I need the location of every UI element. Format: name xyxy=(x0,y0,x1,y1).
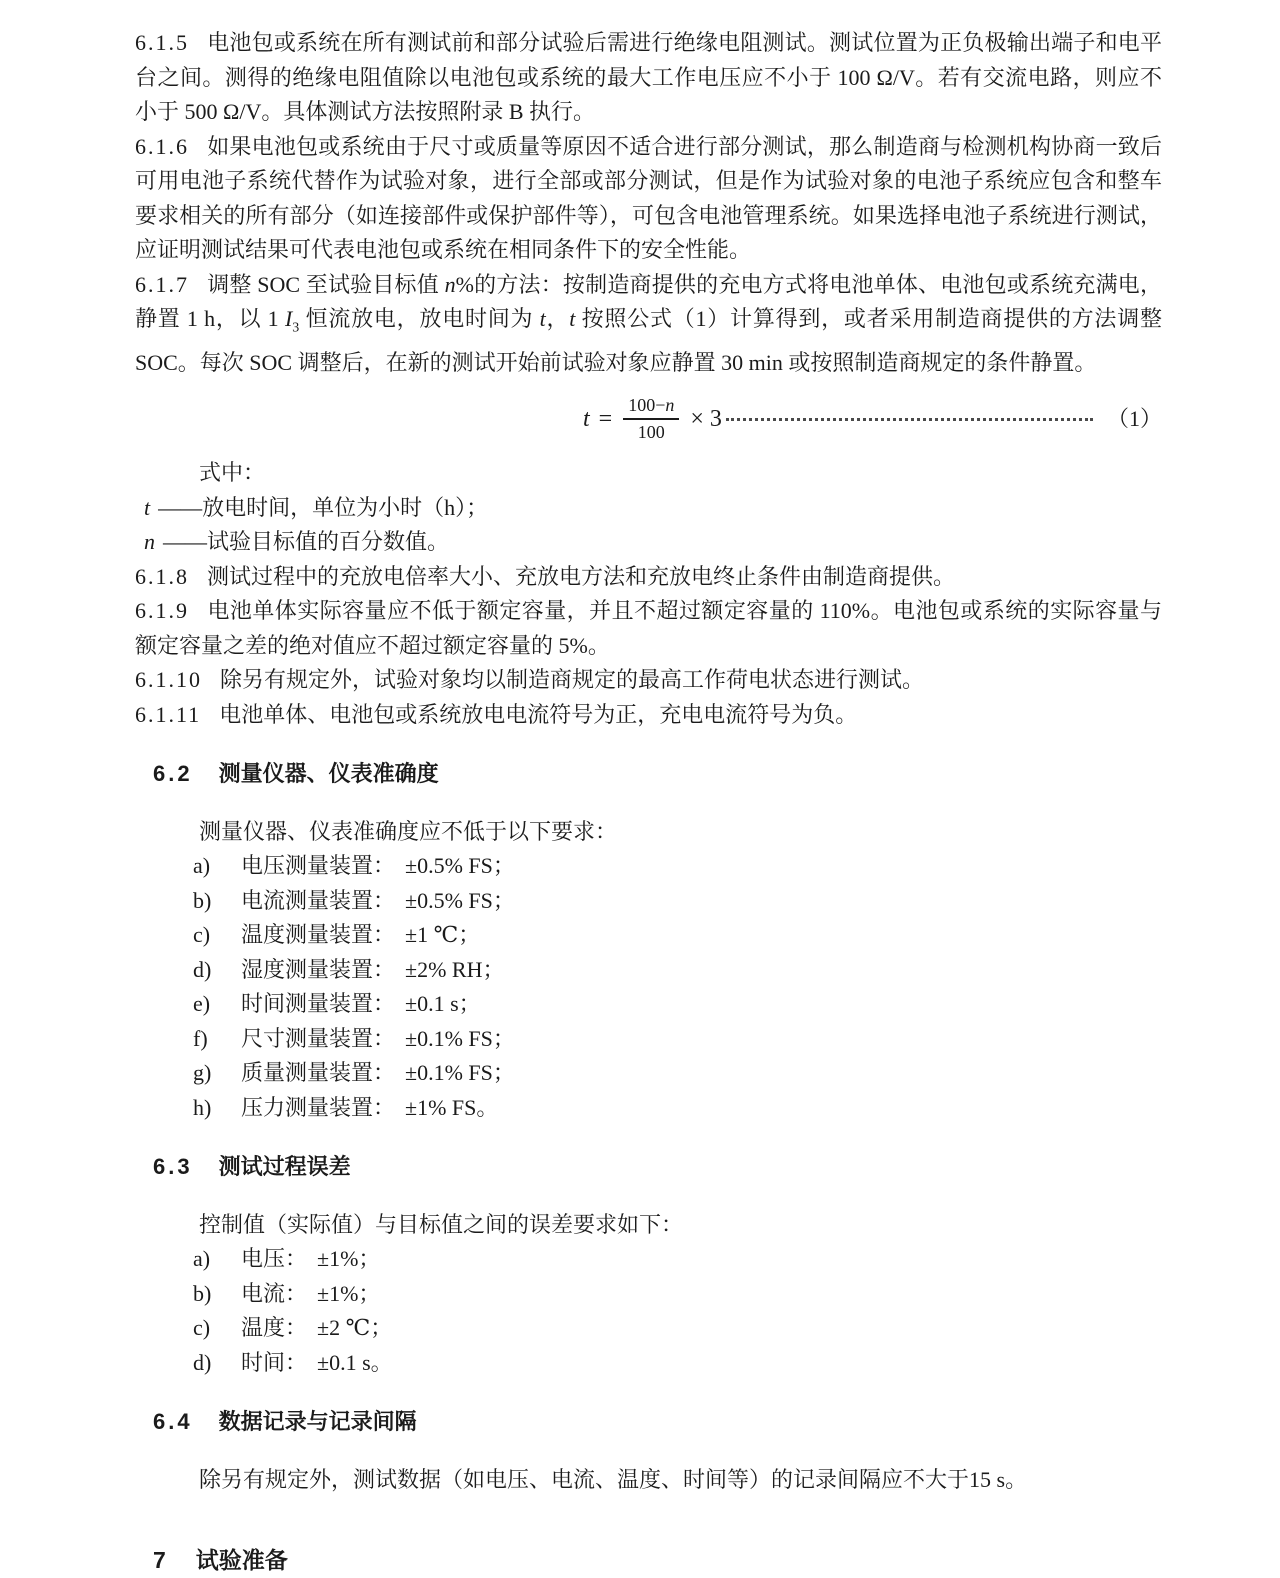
list-item-c xyxy=(193,918,1162,953)
fraction-numerator xyxy=(623,395,679,420)
item-marker: c) xyxy=(193,1315,211,1341)
item-label: 电压： xyxy=(241,1246,308,1272)
item-marker: a) xyxy=(193,1246,211,1272)
item-marker: d) xyxy=(193,956,212,982)
definition-n xyxy=(144,525,1162,560)
item-marker: c) xyxy=(193,922,211,948)
variable-t: t xyxy=(144,494,151,520)
variable-t: t xyxy=(539,306,546,331)
heading-title: 测试过程误差 xyxy=(218,1154,351,1180)
definition-text: 试验目标值的百分数值。 xyxy=(207,529,450,555)
definition-t xyxy=(144,491,1162,526)
clause-text: 调整 SOC 至试验目标值 xyxy=(207,271,445,297)
item-label: 压力测量装置： xyxy=(241,1094,396,1120)
clause-number: 6.1.7 xyxy=(135,271,189,297)
clause-6-1-7 xyxy=(135,268,1162,381)
equation-equals: = xyxy=(598,406,613,433)
item-label: 质量测量装置： xyxy=(241,1060,396,1086)
section-6-2-intro: 测量仪器、仪表准确度应不低于以下要求： xyxy=(199,818,618,844)
list-item-h xyxy=(193,1091,1162,1126)
heading-title: 数据记录与记录间隔 xyxy=(218,1409,417,1435)
clause-6-1-10 xyxy=(135,663,1162,698)
item-marker: e) xyxy=(193,991,211,1017)
item-marker: b) xyxy=(193,887,212,913)
equation-fraction xyxy=(623,395,679,443)
heading-number: 6.2 xyxy=(153,761,193,787)
clause-6-1-9 xyxy=(135,594,1162,663)
equation-lhs: t xyxy=(583,406,590,433)
list-item-d xyxy=(193,1346,1162,1381)
item-value: ±2% RH； xyxy=(405,956,505,982)
definition-dash: —— xyxy=(158,494,203,520)
variable-n: n xyxy=(665,395,675,416)
clause-text: 电池包或系统在所有测试前和部分试验后需进行绝缘电阻测试。测试位置为正负极输出端子和电平台之间。测得的绝缘电阻值除以电池包或系统的最大工作电压应不小于 100 Ω/V。若有交流电路，则应不小于 500 Ω/V。具体测试方法按照附录 B 执行。 xyxy=(135,30,1162,124)
item-value: ±1%； xyxy=(317,1280,381,1306)
definition-dash: —— xyxy=(163,529,207,555)
where-label: 式中： xyxy=(199,460,266,486)
list-item-a xyxy=(193,1242,1162,1277)
clause-6-1-5 xyxy=(135,26,1162,130)
fraction-denominator: 100 xyxy=(637,422,665,443)
section-6-3-intro: 控制值（实际值）与目标值之间的误差要求如下： xyxy=(199,1211,684,1237)
clause-text: 恒流放电，放电时间为 xyxy=(299,306,540,331)
item-label: 湿度测量装置： xyxy=(241,956,396,982)
item-label: 电流： xyxy=(241,1280,308,1306)
variable-I: I xyxy=(284,306,293,331)
heading-6-2 xyxy=(135,757,1162,792)
clause-text: 按照公式（1）计算得到，或者采用制造商提供的方法调整 SOC。每次 SOC 调整后，在新的测试开始前试验对象应静置 30 min 或按照制造商规定的条件静置。 xyxy=(135,306,1162,375)
item-marker: h) xyxy=(193,1094,212,1120)
item-marker: b) xyxy=(193,1280,212,1306)
heading-6-3 xyxy=(135,1150,1162,1185)
heading-number: 6.3 xyxy=(153,1154,193,1180)
item-label: 时间测量装置： xyxy=(241,991,396,1017)
item-value: ±0.5% FS； xyxy=(405,887,515,913)
variable-n: n xyxy=(444,271,456,297)
clause-text: ， xyxy=(545,306,570,331)
clause-text: 除另有规定外，试验对象均以制造商规定的最高工作荷电状态进行测试。 xyxy=(220,667,925,693)
heading-title: 试验准备 xyxy=(195,1547,288,1574)
item-value: ±1% FS。 xyxy=(405,1094,499,1120)
clause-number: 6.1.6 xyxy=(135,133,189,159)
clause-6-1-6 xyxy=(135,130,1162,268)
item-marker: a) xyxy=(193,853,211,879)
list-item-d xyxy=(193,953,1162,988)
item-value: ±0.5% FS； xyxy=(405,853,515,879)
clause-text: 测试过程中的充放电倍率大小、充放电方法和充放电终止条件由制造商提供。 xyxy=(207,563,956,589)
clause-text: 电池单体实际容量应不低于额定容量，并且不超过额定容量的 110%。电池包或系统的实际容量与额定容量之差的绝对值应不超过额定容量的 5%。 xyxy=(135,598,1162,658)
item-marker: g) xyxy=(193,1060,212,1086)
heading-number: 6.4 xyxy=(153,1409,193,1435)
equation-times-3: × 3 xyxy=(690,406,722,433)
equation-1 xyxy=(135,393,1162,445)
item-value: ±0.1% FS； xyxy=(405,1060,515,1086)
section-6-4-body: 除另有规定外，测试数据（如电压、电流、温度、时间等）的记录间隔应不大于15 s。 xyxy=(199,1466,1028,1492)
clause-number: 6.1.9 xyxy=(135,598,189,624)
dotted-leader xyxy=(726,418,1093,421)
clause-text: 如果电池包或系统由于尺寸或质量等原因不适合进行部分测试，那么制造商与检测机构协商一致后可用电池子系统代替作为试验对象，进行全部或部分测试，但是作为试验对象的电池子系统应包含和整车要求相关的所有部分（如连接部件或保护部件等），可包含电池管理系统。如果选择电池子系统进行测试，应证明测试结果可代表电池包或系统在相同条件下的安全性能。 xyxy=(135,133,1162,262)
item-label: 时间： xyxy=(241,1349,308,1375)
item-label: 电压测量装置： xyxy=(241,853,396,879)
variable-n: n xyxy=(144,529,155,555)
item-label: 电流测量装置： xyxy=(241,887,396,913)
item-label: 温度测量装置： xyxy=(241,922,396,948)
clause-6-1-11 xyxy=(135,698,1162,733)
heading-6-4 xyxy=(135,1405,1162,1440)
clause-number: 6.1.10 xyxy=(135,667,202,693)
item-value: ±1%； xyxy=(317,1246,381,1272)
heading-number: 7 xyxy=(153,1547,166,1574)
list-item-g xyxy=(193,1056,1162,1091)
list-item-e xyxy=(193,987,1162,1022)
list-item-b xyxy=(193,884,1162,919)
list-item-b xyxy=(193,1277,1162,1312)
list-item-a xyxy=(193,849,1162,884)
item-label: 尺寸测量装置： xyxy=(241,1025,396,1051)
item-value: ±0.1 s； xyxy=(405,991,481,1017)
clause-text: 电池单体、电池包或系统放电电流符号为正，充电电流符号为负。 xyxy=(219,701,858,727)
definition-text: 放电时间，单位为小时（h）； xyxy=(202,494,489,520)
item-value: ±2 ℃； xyxy=(317,1315,393,1341)
variable-t: t xyxy=(569,306,576,331)
clause-6-1-8 xyxy=(135,560,1162,595)
item-label: 温度： xyxy=(241,1315,308,1341)
item-value: ±0.1 s。 xyxy=(317,1349,393,1375)
list-item-f xyxy=(193,1022,1162,1057)
heading-title: 测量仪器、仪表准确度 xyxy=(218,761,439,787)
heading-7 xyxy=(135,1543,1162,1578)
subscript-3: 3 xyxy=(292,320,300,336)
list-item-c xyxy=(193,1311,1162,1346)
equation-number: （1） xyxy=(1106,406,1162,432)
clause-number: 6.1.8 xyxy=(135,563,189,589)
clause-number: 6.1.11 xyxy=(135,701,202,727)
item-value: ±1 ℃； xyxy=(405,922,481,948)
item-marker: f) xyxy=(193,1025,208,1051)
numerator-constant: 100− xyxy=(628,395,666,416)
item-value: ±0.1% FS； xyxy=(405,1025,515,1051)
clause-number: 6.1.5 xyxy=(135,30,189,55)
clause-text: %的方法：按制造商提供的充电方式将电池单体、电池包或系统充满电，静置 1 h，以 1 xyxy=(135,271,1162,331)
item-marker: d) xyxy=(193,1349,212,1375)
